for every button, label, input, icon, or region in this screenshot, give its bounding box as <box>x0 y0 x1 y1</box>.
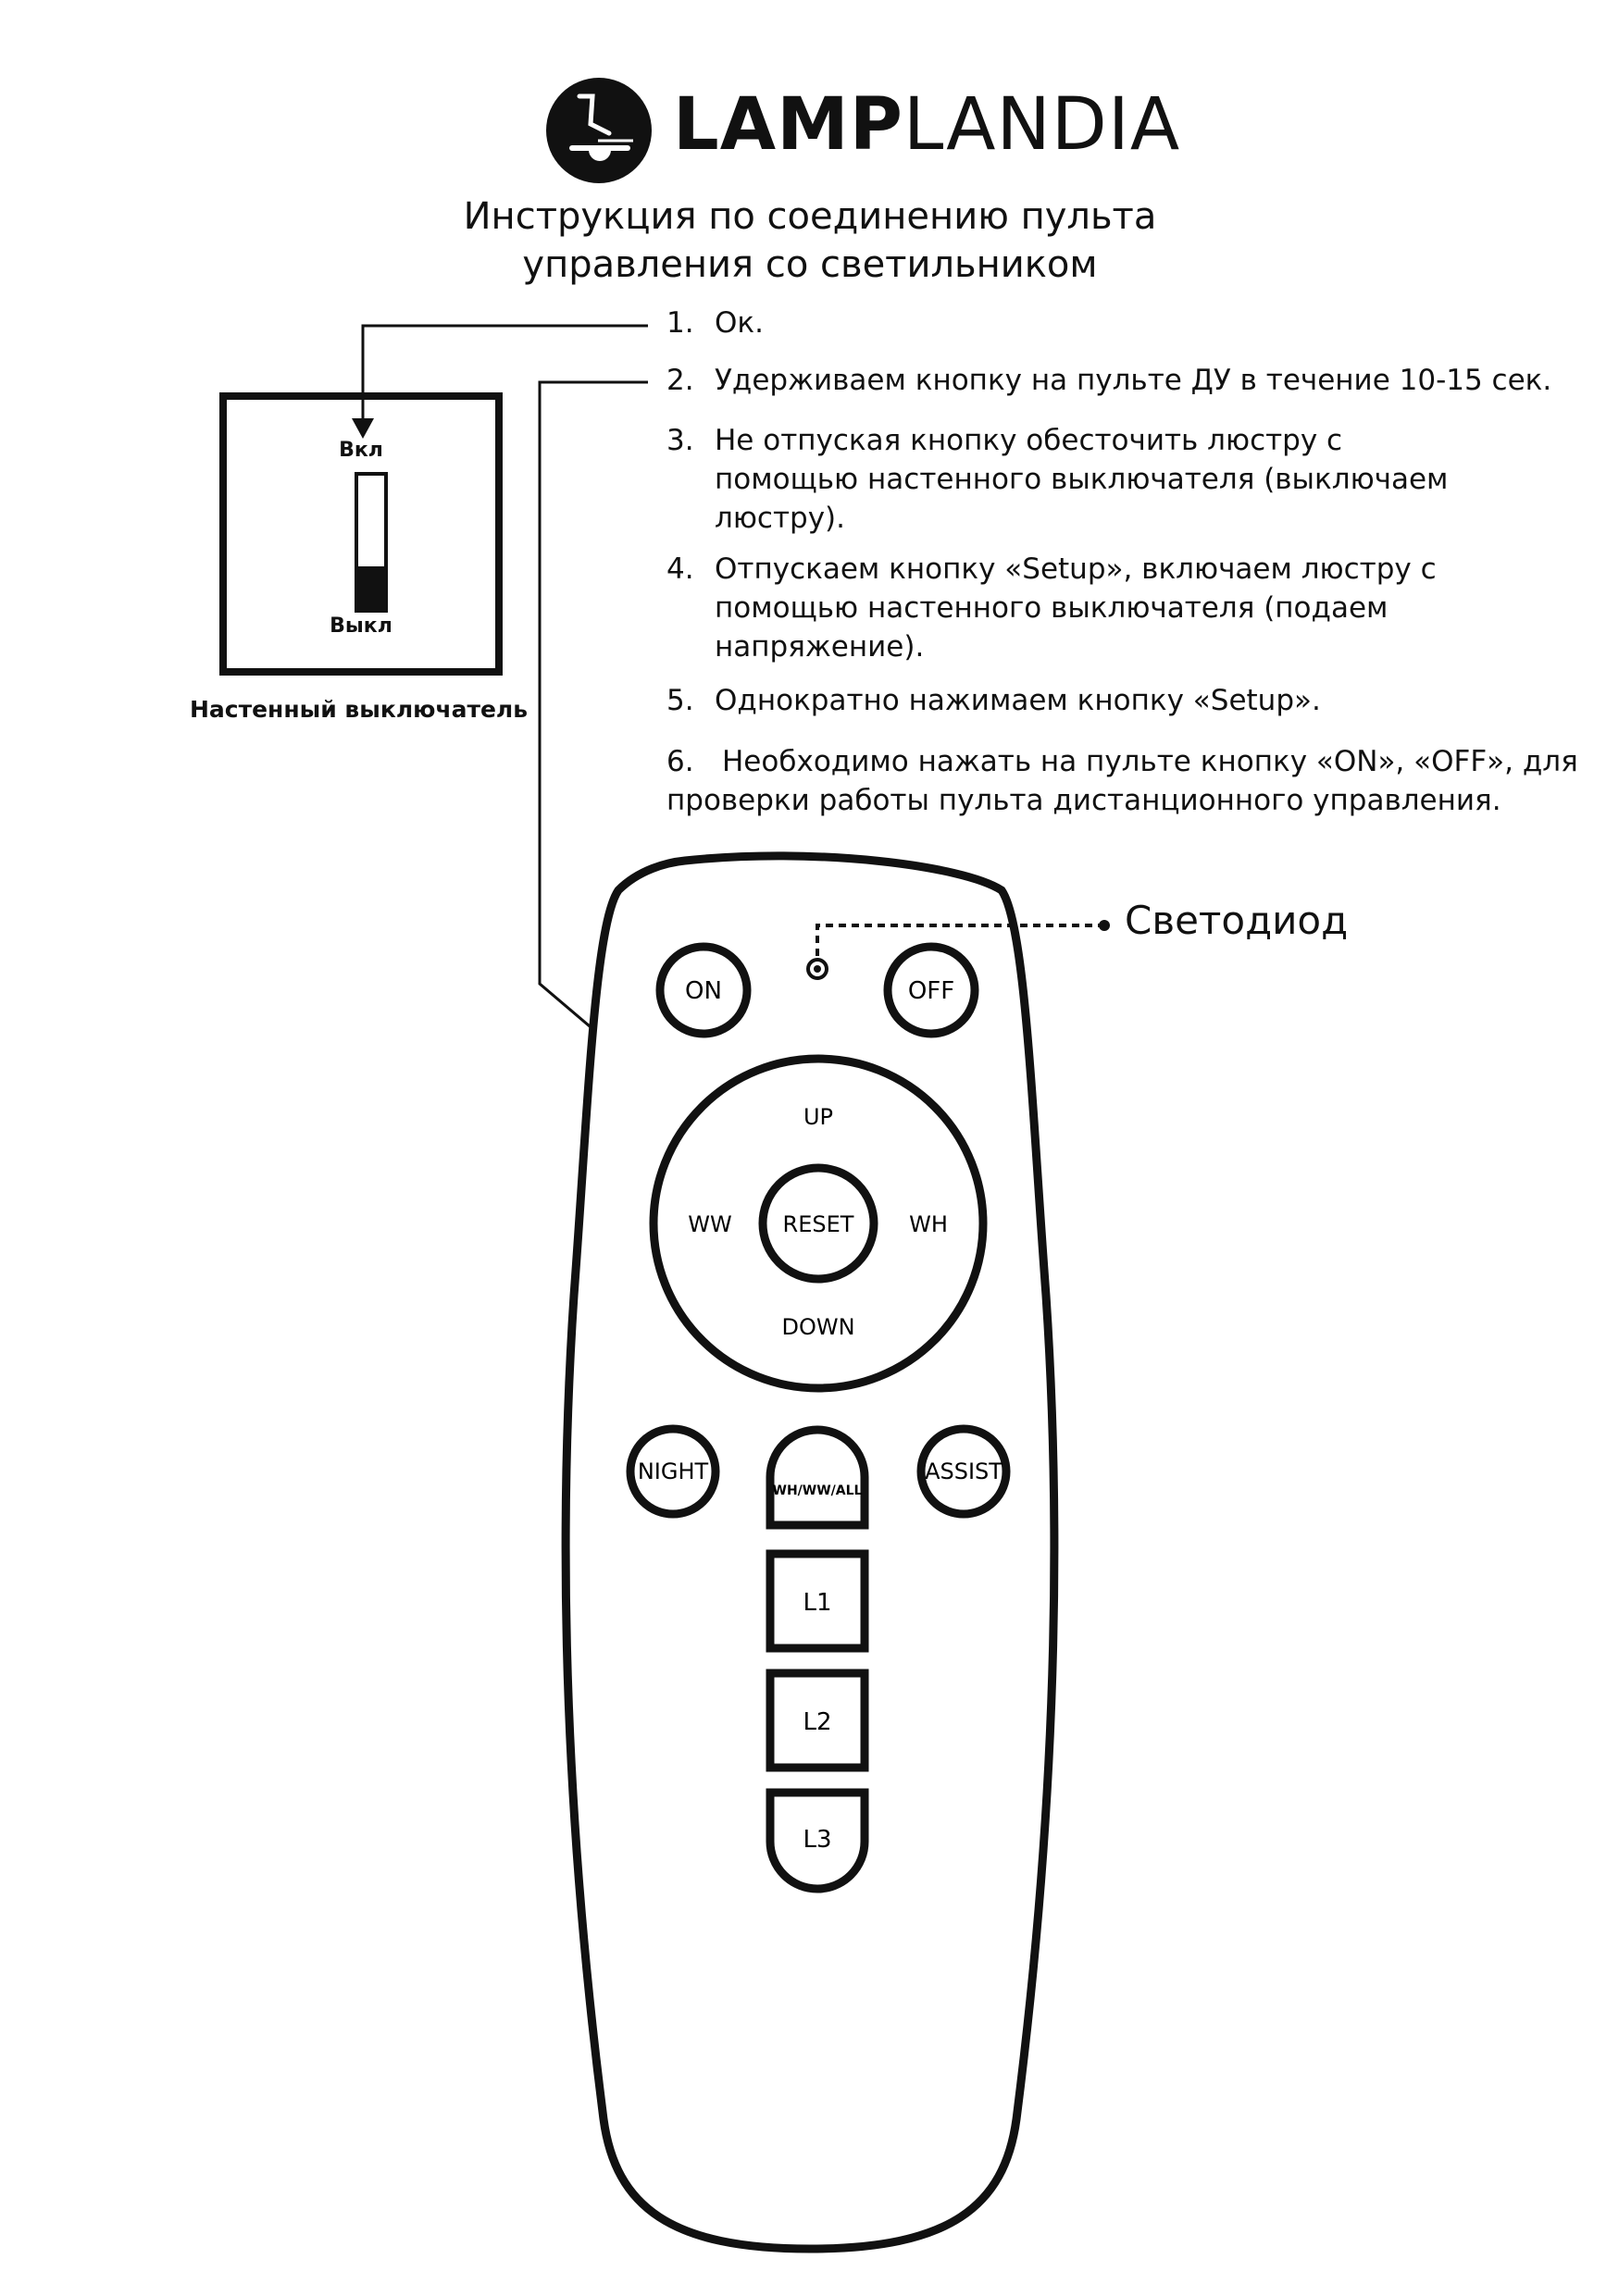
step-number: 4. <box>666 552 694 586</box>
off-label: OFF <box>907 977 955 1005</box>
step-text: Ок. <box>715 306 764 340</box>
leader-line-step-1 <box>363 326 648 435</box>
step-text: Отпускаем кнопку «Setup», включаем люстру с <box>715 552 1437 586</box>
brand-light: LANDIA <box>903 83 1181 167</box>
step-text: Удерживаем кнопку на пульте ДУ в течение 10-15 сек. <box>715 364 1552 397</box>
on-button <box>660 947 747 1034</box>
down-label: DOWN <box>781 1314 855 1340</box>
switch-off-label: Выкл <box>330 614 392 638</box>
ww-label: WW <box>688 1211 732 1237</box>
l1-label: L1 <box>803 1589 832 1617</box>
step-text: помощью настенного выключателя (выключаем <box>715 463 1449 496</box>
step-text: Однократно нажимаем кнопку «Setup». <box>715 684 1321 717</box>
step-text: Необходимо нажать на пульте кнопку «ON», «OFF», для <box>722 745 1578 778</box>
switch-caption: Настенный выключатель <box>190 696 529 723</box>
arrow-icon <box>352 418 374 439</box>
brand-bold: LAMP <box>673 83 903 167</box>
reset-label: RESET <box>782 1211 854 1237</box>
switch-on-label: Вкл <box>339 439 383 462</box>
step-number: 5. <box>666 684 694 717</box>
title-line-1: Инструкция по соединению пульта <box>463 195 1157 238</box>
wh-ww-all-label: WH/WW/ALL <box>772 1483 863 1498</box>
wh-label: WH <box>909 1211 948 1237</box>
step-text: напряжение). <box>715 630 925 664</box>
step-number: 3. <box>666 424 694 457</box>
l3-button <box>770 1793 865 1889</box>
title-line-2: управления со светильником <box>522 243 1098 286</box>
off-button <box>888 947 975 1034</box>
night-label: NIGHT <box>637 1458 709 1484</box>
led-label: Светодиод <box>1125 898 1349 943</box>
step-text: люстру). <box>715 502 845 535</box>
l1-button <box>770 1554 865 1648</box>
night-button <box>630 1429 716 1514</box>
step-number: 6. <box>666 745 694 778</box>
up-label: UP <box>803 1104 834 1130</box>
l2-button <box>770 1673 865 1768</box>
wh-ww-all-button <box>770 1430 865 1525</box>
step-text: Не отпуская кнопку обесточить люстру с <box>715 424 1343 457</box>
step-number: 1. <box>666 306 694 340</box>
step-text: проверки работы пульта дистанционного управления. <box>666 784 1501 817</box>
step-number: 2. <box>666 364 694 397</box>
assist-button <box>921 1429 1006 1514</box>
step-text: помощью настенного выключателя (подаем <box>715 591 1389 625</box>
l3-label: L3 <box>803 1826 832 1854</box>
on-label: ON <box>685 977 722 1005</box>
assist-label: ASSIST <box>925 1458 1003 1484</box>
l2-label: L2 <box>803 1708 832 1736</box>
